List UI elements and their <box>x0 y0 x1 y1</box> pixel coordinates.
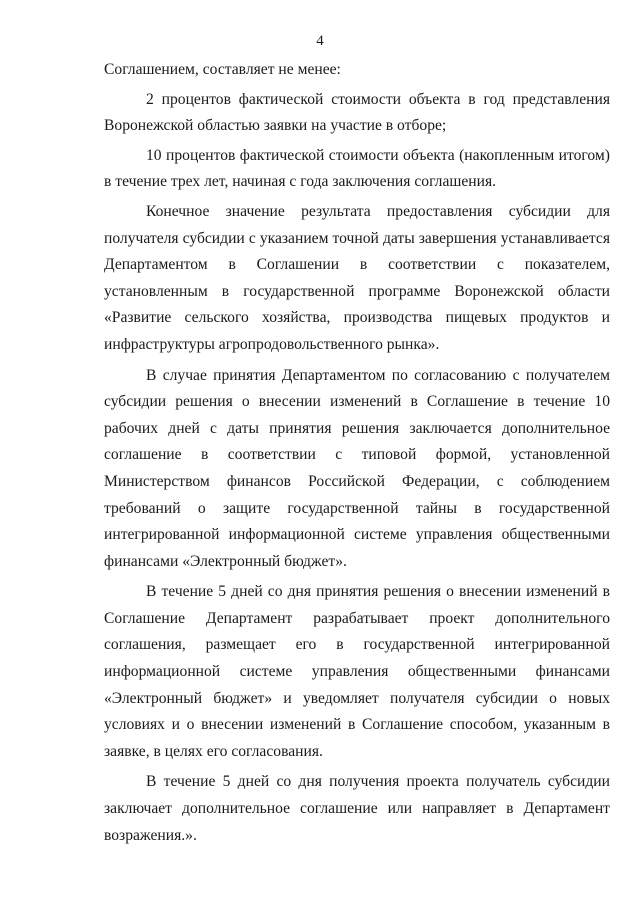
paragraph-five-days-draft: В течение 5 дней со дня принятия решения о внесении изменений в Соглашение Департамент разрабатывает проект дополнительного соглашения, размещает его в государственной интегрированной информационной системе управления общественными финансами «Электронный бюджет» и уведомляет получателя субсидии о новых условиях и о внесении изменений в Соглашение способом, указанным в заявке, в целях его согласования. <box>104 583 610 760</box>
paragraph-final-result: Конечное значение результата предоставления субсидии для получателя субсидии с указанием точной даты завершения устанавливается Департаментом в Соглашении в соответствии с показателем, установленным в государственной программе Воронежской области «Развитие сельского хозяйства, производства пищевых продуктов и инфраструктуры агропродовольственного рынка». <box>104 202 610 353</box>
paragraph-five-days-response: В течение 5 дней со дня получения проекта получатель субсидии заключает дополнительное соглашение или направляет в Департамент возражения.». <box>104 773 610 844</box>
document-body <box>104 57 610 849</box>
paragraph-amendment-decision: В случае принятия Департаментом по согласованию с получателем субсидии решения о внесении изменений в Соглашение в течение 10 рабочих дней с даты принятия решения заключается дополнительное соглашение в соответствии с типовой формой, установленной Министерством финансов Российской Федерации, с соблюдением требований о защите государственной тайны в государственной интегрированной информационной системе управления общественными финансами «Электронный бюджет». <box>104 366 610 570</box>
page-number: 4 <box>316 33 324 49</box>
paragraph-continuation: Соглашением, составляет не менее: <box>104 61 341 78</box>
paragraph-item-2-percent: 2 процентов фактической стоимости объекта в год представления Воронежской областью заявки на участие в отборе; <box>104 90 610 135</box>
paragraph-item-10-percent: 10 процентов фактической стоимости объекта (накопленным итогом) в течение трех лет, начиная с года заключения соглашения. <box>104 146 610 191</box>
